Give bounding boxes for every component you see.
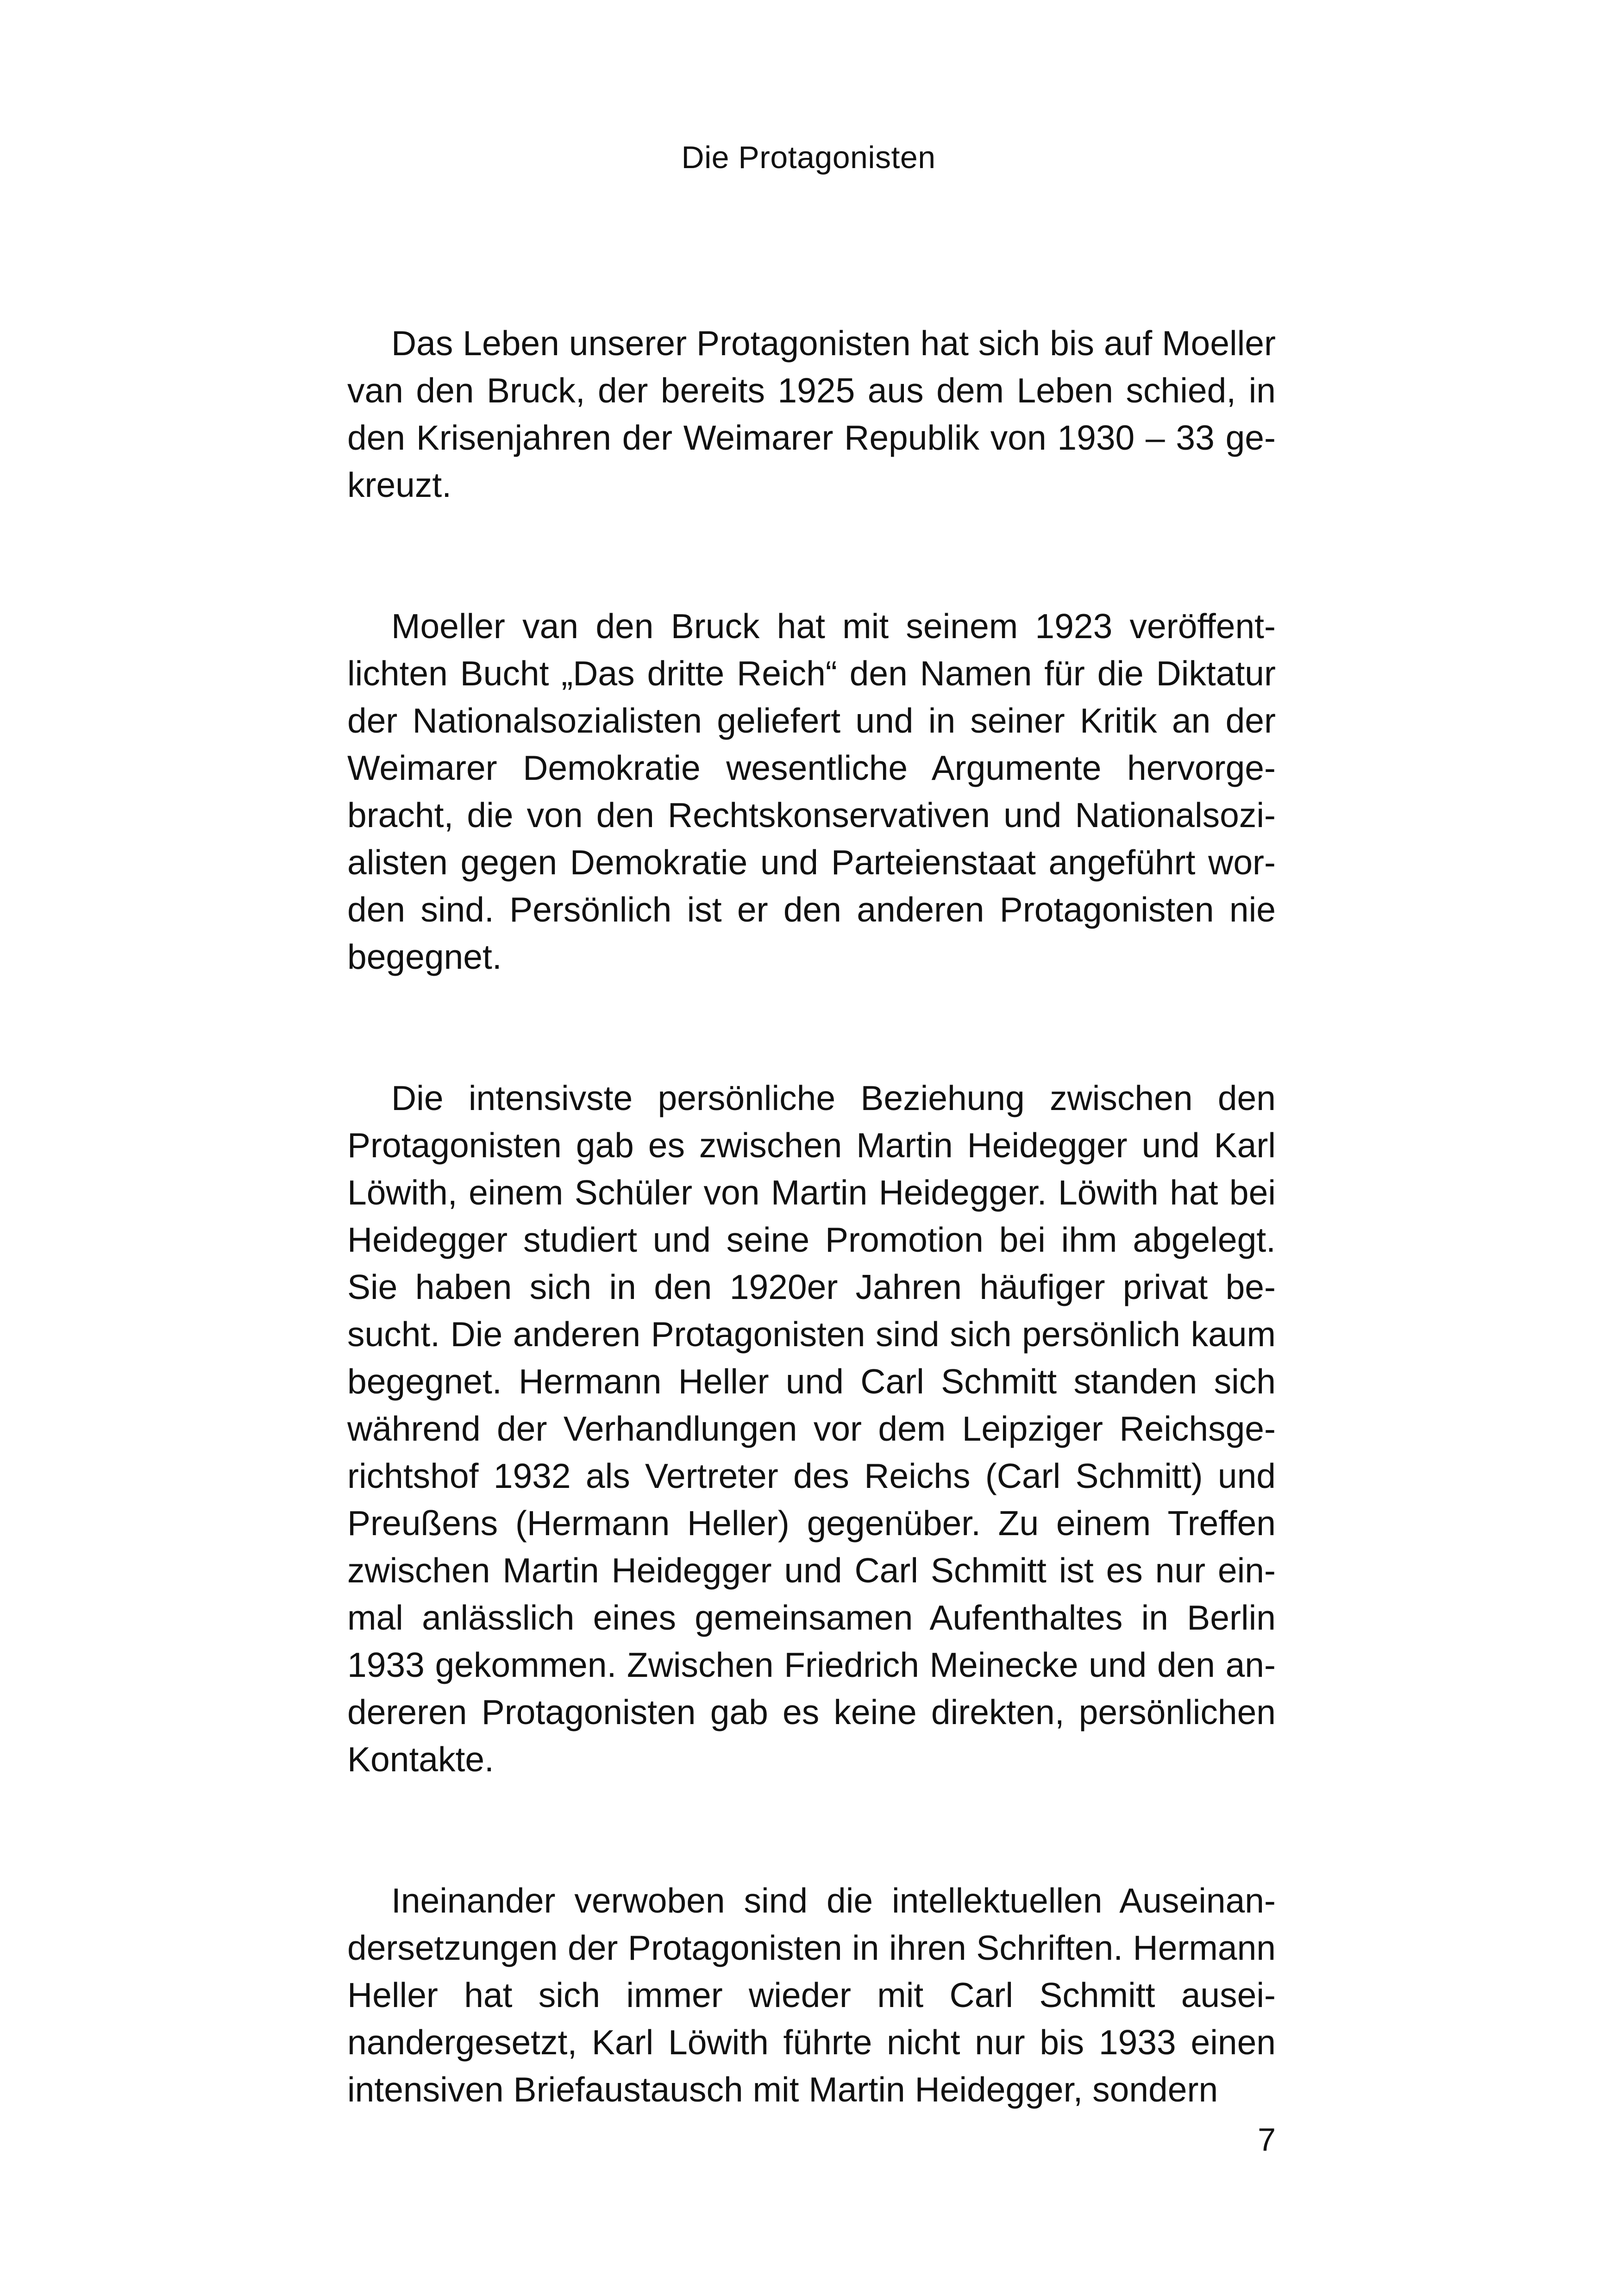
paragraph: Moeller van den Bruck hat mit seinem 1923 veröffentlichten Bucht „Das dritte Reich“ den Namen für die Diktatur der Nationalsozialisten geliefert und in seiner Kritik an der Weimarer Demokratie wesentliche Argumente hervorgebracht, die von den Rechtskonservativen und Nationalsozialisten gegen Demokratie und Parteienstaat angeführt worden sind. Persönlich ist er den anderen Protagonisten nie begegnet. [347,607,1276,976]
page-number: 7 [1258,2121,1276,2158]
paragraph: Die intensivste persönliche Beziehung zwischen den Protagonisten gab es zwischen Martin Heidegger und Karl Löwith, einem Schüler von Martin Heidegger. Löwith hat bei Heidegger studiert und seine Promotion bei ihm abgelegt. Sie haben sich in den 1920er Jahren häufiger privat besucht. Die anderen Protagonisten sind sich persönlich kaum begegnet. Hermann Heller und Carl Schmitt standen sich während der Verhandlungen vor dem Leipziger Reichsgerichtshof 1932 als Vertreter des Reichs (Carl Schmitt) und Preußens (Hermann Heller) gegenüber. Zu einem Treffen zwischen Martin Heidegger und Carl Schmitt ist es nur einmal anlässlich eines gemeinsamen Aufenthaltes in Berlin 1933 gekommen. Zwischen Friedrich Meinecke und den andereren Protagonisten gab es keine direkten, persönlichen Kontakte. [347,1079,1276,1779]
running-header: Die Protagonisten [681,140,936,175]
paragraph: Das Leben unserer Protagonisten hat sich bis auf Moeller van den Bruck, der bereits 1925 aus dem Leben schied, in den Krisenjahren der Weimarer Republik von 1930 – 33 gekreuzt. [347,324,1276,504]
paragraph: Ineinander verwoben sind die intellektuellen Auseinandersetzungen der Protagonisten in ihren Schriften. Hermann Heller hat sich immer wieder mit Carl Schmitt auseinandergesetzt, Karl Löwith führte nicht nur bis 1933 einen intensiven Briefaustausch mit Martin Heidegger, sondern [347,1881,1276,2109]
body-text [347,320,1276,2113]
